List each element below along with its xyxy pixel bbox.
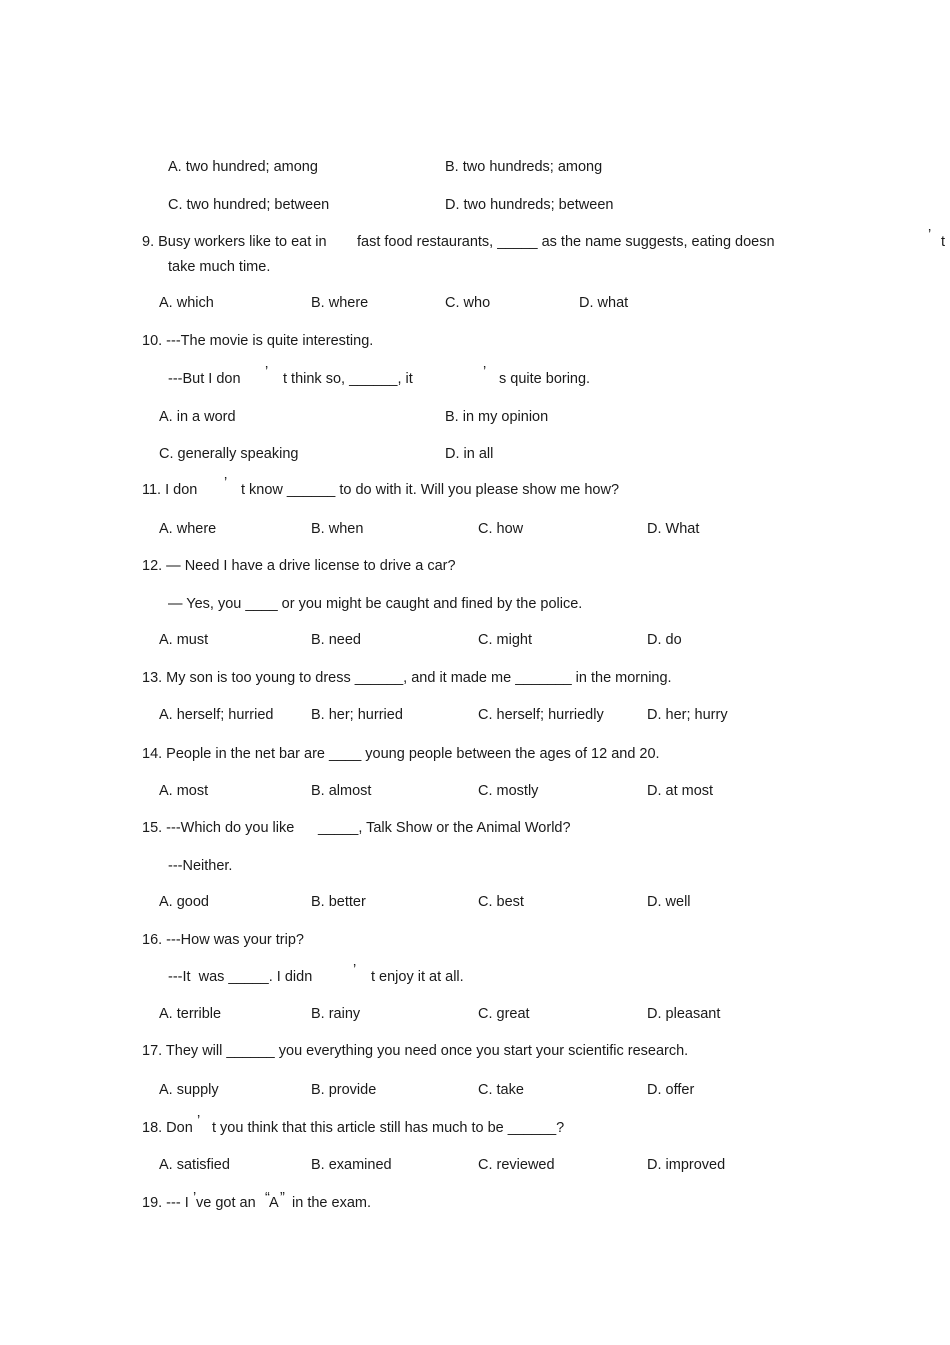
q10-apostrophe-1: ’ [265, 364, 269, 380]
q16-option-d: D. pleasant [647, 1006, 721, 1022]
q8-option-c: C. two hundred; between [168, 197, 330, 213]
q11-apostrophe: ’ [224, 475, 228, 491]
q10-option-d: D. in all [445, 446, 494, 462]
q18-option-c: C. reviewed [478, 1157, 555, 1173]
q11-option-c: C. how [478, 521, 524, 537]
q10-stem: 10. ---The movie is quite interesting. [142, 333, 374, 349]
q18-stem-cont: t you think that this article still has much to be ______? [212, 1120, 565, 1136]
q18-apostrophe: ’ [197, 1113, 201, 1129]
q16-reply: ---It was _____. I didn [168, 969, 313, 985]
q19-close-quote: ” [280, 1190, 285, 1206]
q15-option-a: A. good [159, 894, 209, 910]
q9-stem-cont: fast food restaurants, _____ as the name suggests, eating doesn [357, 234, 775, 250]
q9-stem-t: t [941, 234, 946, 250]
q9-option-a: A. which [159, 295, 214, 311]
q13-option-a: A. herself; hurried [159, 707, 274, 723]
q13-stem: 13. My son is too young to dress ______, and it made me _______ in the morning. [142, 670, 672, 686]
q18-stem: 18. Don [142, 1120, 193, 1136]
q15-stem-cont: _____, Talk Show or the Animal World? [318, 820, 571, 836]
q14-option-d: D. at most [647, 783, 714, 799]
q9-option-c: C. who [445, 295, 491, 311]
q14-option-c: C. mostly [478, 783, 539, 799]
q17-stem: 17. They will ______ you everything you need once you start your scientific research. [142, 1043, 689, 1059]
q12-option-d: D. do [647, 632, 682, 648]
q19-apostrophe: ’ [193, 1190, 197, 1206]
q19-stem-cont: ve got an [196, 1195, 256, 1211]
q12-stem: 12. — Need I have a drive license to drive a car? [142, 558, 456, 574]
q16-stem: 16. ---How was your trip? [142, 932, 304, 948]
q11-option-b: B. when [311, 521, 364, 537]
q14-stem: 14. People in the net bar are ____ young people between the ages of 12 and 20. [142, 746, 660, 762]
q12-option-a: A. must [159, 632, 209, 648]
q9-option-d: D. what [579, 295, 629, 311]
q17-option-b: B. provide [311, 1082, 377, 1098]
q17-option-d: D. offer [647, 1082, 695, 1098]
q8-option-b: B. two hundreds; among [445, 159, 603, 175]
q18-option-a: A. satisfied [159, 1157, 230, 1173]
q9-option-b: B. where [311, 295, 369, 311]
q11-option-a: A. where [159, 521, 217, 537]
q15-option-c: C. best [478, 894, 524, 910]
q16-option-b: B. rainy [311, 1006, 361, 1022]
q14-option-a: A. most [159, 783, 209, 799]
q12-option-c: C. might [478, 632, 532, 648]
q14-option-b: B. almost [311, 783, 372, 799]
q19-stem: 19. --- I [142, 1195, 189, 1211]
q15-option-d: D. well [647, 894, 691, 910]
q8-option-d: D. two hundreds; between [445, 197, 614, 213]
q15-stem: 15. ---Which do you like [142, 820, 295, 836]
q16-option-a: A. terrible [159, 1006, 222, 1022]
q10-apostrophe-2: ’ [483, 364, 487, 380]
q10-option-b: B. in my opinion [445, 409, 549, 425]
q15-reply: ---Neither. [168, 858, 233, 874]
q16-reply-cont: t enjoy it at all. [371, 969, 464, 985]
q18-option-d: D. improved [647, 1157, 726, 1173]
q13-option-d: D. her; hurry [647, 707, 728, 723]
q16-option-c: C. great [478, 1006, 530, 1022]
q17-option-a: A. supply [159, 1082, 219, 1098]
q19-open-quote: “ [265, 1190, 270, 1206]
q10-option-a: A. in a word [159, 409, 236, 425]
q11-option-d: D. What [647, 521, 700, 537]
q13-option-b: B. her; hurried [311, 707, 403, 723]
q18-option-b: B. examined [311, 1157, 392, 1173]
q9-stem: 9. Busy workers like to eat in [142, 234, 327, 250]
q10-reply-cont: t think so, ______, it [283, 371, 413, 387]
q11-stem: 11. I don [142, 482, 198, 498]
q8-option-a: A. two hundred; among [168, 159, 318, 175]
q10-option-c: C. generally speaking [159, 446, 299, 462]
q9-stem-line2: take much time. [168, 259, 271, 275]
q11-stem-cont: t know ______ to do with it. Will you please show me how? [241, 482, 620, 498]
q19-grade: A [269, 1195, 279, 1211]
q9-apostrophe: ’ [928, 227, 932, 243]
q19-stem-end: in the exam. [292, 1195, 371, 1211]
q15-option-b: B. better [311, 894, 366, 910]
q13-option-c: C. herself; hurriedly [478, 707, 604, 723]
q10-reply-end: s quite boring. [499, 371, 591, 387]
q12-option-b: B. need [311, 632, 361, 648]
q17-option-c: C. take [478, 1082, 524, 1098]
q10-reply: ---But I don [168, 371, 241, 387]
q12-reply: — Yes, you ____ or you might be caught and fined by the police. [168, 596, 583, 612]
q16-apostrophe: ’ [353, 962, 357, 978]
